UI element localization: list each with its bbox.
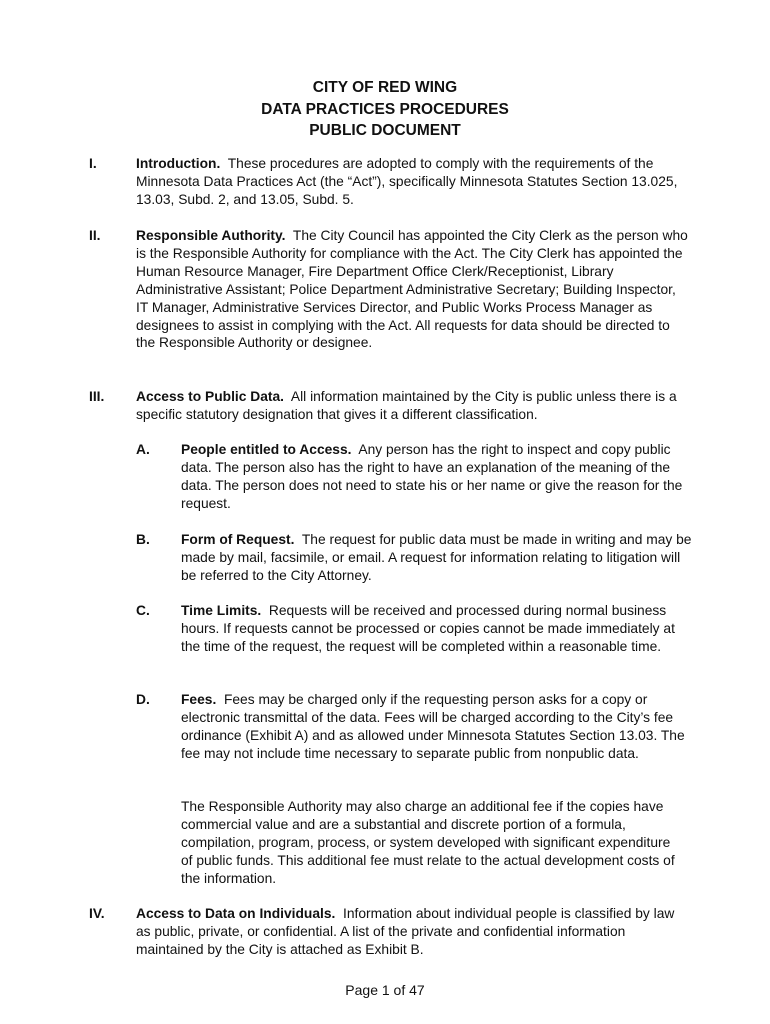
- section-numeral: III.: [89, 389, 105, 404]
- title-line: CITY OF RED WING: [312, 79, 458, 96]
- section-numeral: IV.: [89, 906, 105, 921]
- subsection-heading: People entitled to Access.: [181, 442, 352, 457]
- subsection-letter: B.: [136, 532, 150, 547]
- section-body: [136, 227, 689, 352]
- subsection-text: Fees may be charged only if the requesting person asks for a copy or electronic transmittal of the data. Fees will be charged according to the City’s fee ordinance (Exhibit A) and as allowed under Minnesota Statutes Section 13.03. The fee may not include time necessary to separate public from nonpublic data.: [181, 692, 685, 761]
- subsection-text: The request for public data must be made in writing and may be made by mail, facsimile, or email. A request for information relating to litigation will be referred to the City Attorney.: [181, 532, 692, 583]
- fees-additional-paragraph: The Responsible Authority may also charge an additional fee if the copies have commercial value and are a substantial and discrete portion of a formula, compilation, program, process, or system developed with significant expenditure of public funds. This additional fee must relate to the actual development costs of the information.: [181, 799, 675, 886]
- subsection-heading: Time Limits.: [181, 603, 262, 618]
- section-text: These procedures are adopted to comply with the requirements of the Minnesota Data Practices Act (the “Act”), specifically Minnesota Statutes Section 13.025, 13.03, Subd. 2, and 13.05, Subd. 5.: [136, 156, 678, 207]
- document-title: [0, 77, 770, 142]
- section-numeral: II.: [89, 228, 101, 243]
- subsection-text: Requests will be received and processed during normal business hours. If requests cannot be processed or copies cannot be made immediately at the time of the request, the request will be completed within a reasonable time.: [181, 603, 675, 654]
- title-line: DATA PRACTICES PROCEDURES: [261, 100, 509, 118]
- subsection-letter: C.: [136, 603, 150, 618]
- subsection-body: [181, 531, 696, 585]
- section-text: All information maintained by the City is public unless there is a specific statutory designation that gives it a different classification.: [136, 389, 677, 422]
- section-heading: Responsible Authority.: [136, 228, 286, 243]
- section-numeral: I.: [89, 156, 97, 171]
- subsection-heading: Form of Request.: [181, 532, 295, 547]
- subsection-body: [181, 441, 696, 513]
- subsection-heading: Fees.: [181, 692, 217, 707]
- section-heading: Introduction.: [136, 156, 221, 171]
- subsection-body: [181, 602, 696, 656]
- subsection-letter: D.: [136, 692, 150, 707]
- section-body: [136, 905, 689, 959]
- subsection-letter: A.: [136, 442, 150, 457]
- subsection-text: Any person has the right to inspect and copy public data. The person also has the right to have an explanation of the meaning of the data. The person does not need to state his or her name or give the reason for the request.: [181, 442, 683, 511]
- section-text: The City Council has appointed the City Clerk as the person who is the Responsible Authority for compliance with the Act. The City Clerk has appointed the Human Resource Manager, Fire Department Office Clerk/Receptionist, Library Administrative Assistant; Police Department Administrative Secretary; Building Inspector, IT Manager, Administrative Services Director, and Public Works Process Manager as designees to assist in complying with the Act. All requests for data should be directed to the Responsible Authority or designee.: [136, 228, 688, 351]
- section-body: [136, 388, 689, 424]
- section-text: Information about individual people is classified by law as public, private, or confidential. A list of the private and confidential information maintained by the City is attached as Exhibit B.: [136, 906, 675, 957]
- section-body: [136, 155, 689, 209]
- page-number: Page 1 of 47: [345, 982, 425, 998]
- section-heading: Access to Data on Individuals.: [136, 906, 336, 921]
- title-line: PUBLIC DOCUMENT: [309, 122, 461, 139]
- subsection-body: [181, 691, 696, 763]
- section-heading: Access to Public Data.: [136, 389, 284, 404]
